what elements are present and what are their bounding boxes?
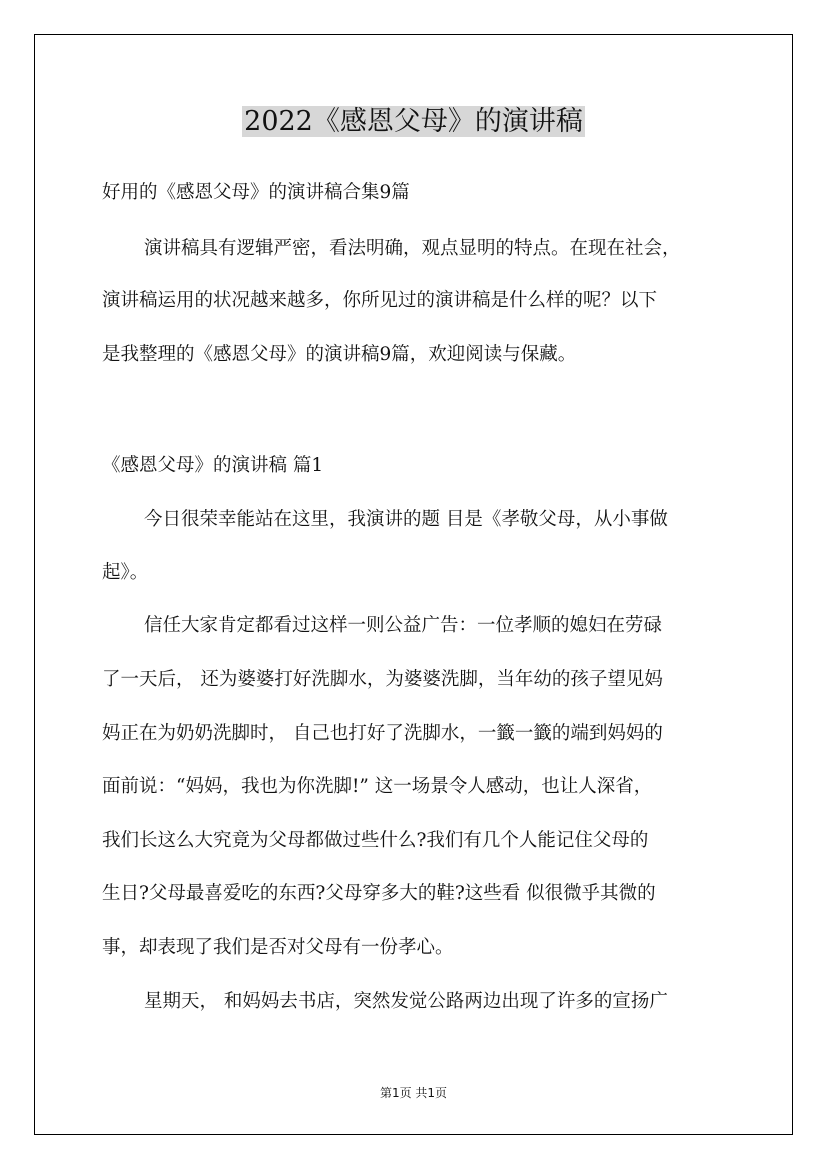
para2-line-1: 信任大家肯定都看过这样一则公益广告：一位孝顺的媳妇在劳碌 bbox=[144, 615, 663, 636]
intro-line-3: 是我整理的《感恩父母》的演讲稿9篇，欢迎阅读与保藏。 bbox=[102, 344, 577, 365]
para1-line-1: 今日很荣幸能站在这里，我演讲的题 目是《孝敬父母，从小事做 bbox=[144, 509, 668, 530]
para2-line-6: 生日?父母最喜爱吃的东西?父母穿多大的鞋?这些看 似很微乎其微的 bbox=[102, 883, 656, 904]
para2-line-3: 妈正在为奶奶洗脚时， 自己也打好了洗脚水，一籤一籤的端到妈妈的 bbox=[102, 723, 663, 744]
document-title bbox=[0, 100, 827, 144]
para2-line-5: 我们长这么大究竟为父母都做过些什么?我们有几个人能记住父母的 bbox=[102, 830, 649, 851]
document-subtitle: 好用的《感恩父母》的演讲稿合集9篇 bbox=[102, 182, 410, 203]
para3-line-1: 星期天， 和妈妈去书店，突然发觉公路两边出现了许多的宣扬广 bbox=[144, 991, 668, 1012]
page-footer: 第1页 共1页 bbox=[379, 1086, 448, 1100]
intro-line-1: 演讲稿具有逻辑严密，看法明确，观点显明的特点。在现在社会， bbox=[144, 238, 681, 259]
document-title-text: 2022《感恩父母》的演讲稿 bbox=[244, 106, 583, 137]
para2-line-4: 面前说：“妈妈，我也为你洗脚!” 这一场景令人感动，也让人深省， bbox=[102, 776, 653, 797]
intro-line-2: 演讲稿运用的状况越来越多，你所见过的演讲稿是什么样的呢？以下 bbox=[102, 290, 658, 311]
para2-line-2: 了一天后， 还为婆婆打好洗脚水，为婆婆洗脚，当年幼的孩子望见妈 bbox=[102, 669, 663, 690]
para1-line-2: 起》。 bbox=[102, 562, 149, 583]
para2-line-7: 事，却表现了我们是否对父母有一份孝心。 bbox=[102, 937, 454, 958]
section-heading: 《感恩父母》的演讲稿 篇1 bbox=[102, 455, 324, 476]
